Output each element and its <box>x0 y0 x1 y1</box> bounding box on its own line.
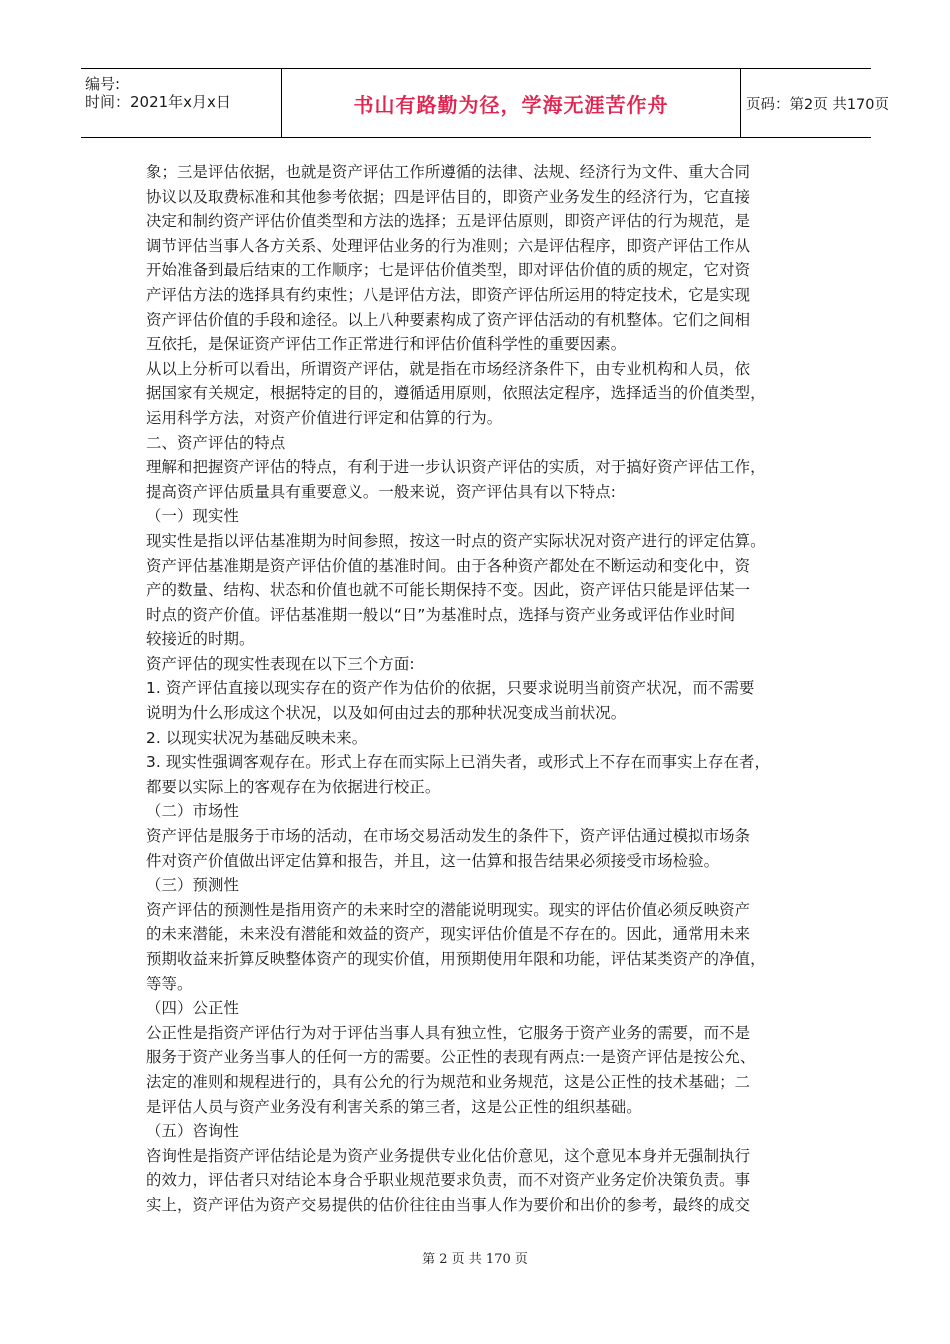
text-line: 提高资产评估质量具有重要意义。一般来说，资产评估具有以下特点: <box>146 482 617 501</box>
text-line: 预期收益来折算反映整体资产的现实价值，用预期使用年限和功能，评估某类资产的净值， <box>146 950 766 968</box>
text-line: 资产评估基准期是资产评估价值的基准时间。由于各种资产都处在不断运动和变化中，资 <box>146 556 751 575</box>
text-line: （一）现实性 <box>146 507 239 526</box>
text-line: 产评估方法的选择具有约束性；八是评估方法，即资产评估所运用的特定技术，它是实现 <box>146 285 751 304</box>
motto-text: 书山有路勤为径，学海无涯苦作舟 <box>353 92 669 117</box>
text-line: 3. 现实性强调客观存在。形式上存在而实际上已消失者，或形式上不存在而事实上存在者， <box>146 753 771 772</box>
text-line: 决定和制约资产评估价值类型和方法的选择；五是评估原则，即资产评估的行为规范，是 <box>146 212 751 231</box>
number-label: 编号: <box>85 75 121 93</box>
text-line: 象；三是评估依据，也就是资产评估工作所遵循的法律、法规、经济行为文件、重大合同 <box>146 163 751 181</box>
text-line: 资产评估价值的手段和途径。以上八种要素构成了资产评估活动的有机整体。它们之间相 <box>146 310 751 329</box>
text-line: 较接近的时期。 <box>146 630 255 649</box>
text-line: （四）公正性 <box>146 999 239 1018</box>
time-label: 时间：2021年x月x日 <box>85 93 231 111</box>
text-line: 调节评估当事人各方关系、处理评估业务的行为准则；六是评估程序，即资产评估工作从 <box>146 236 751 255</box>
header-left-cell <box>81 69 281 137</box>
page-info: 页码：第2页 共170页 <box>746 96 890 113</box>
text-line: 件对资产价值做出评定估算和报告，并且，这一估算和报告结果必须接受市场检验。 <box>146 851 720 870</box>
text-line: 协议以及取费标准和其他参考依据；四是评估目的，即资产业务发生的经济行为，它直接 <box>146 187 751 206</box>
text-line: 咨询性是指资产评估结论是为资产业务提供专业化估价意见，这个意见本身并无强制执行 <box>146 1146 751 1165</box>
text-line: 二、资产评估的特点 <box>146 433 286 452</box>
text-line: 说明为什么形成这个状况，以及如何由过去的那种状况变成当前状况。 <box>146 704 627 723</box>
text-line: 资产评估的现实性表现在以下三个方面: <box>146 654 415 673</box>
text-line: 运用科学方法，对资产价值进行评定和估算的行为。 <box>146 408 503 427</box>
text-line: 是评估人员与资产业务没有利害关系的第三者，这是公正性的组织基础。 <box>146 1097 642 1116</box>
text-line: 实上，资产评估为资产交易提供的估价往往由当事人作为要价和出价的参考，最终的成交 <box>146 1195 751 1214</box>
text-line: 开始准备到最后结束的工作顺序；七是评估价值类型，即对评估价值的质的规定，它对资 <box>146 261 751 280</box>
text-line: 资产评估是服务于市场的活动，在市场交易活动发生的条件下，资产评估通过模拟市场条 <box>146 827 751 846</box>
text-line: 的未来潜能，未来没有潜能和效益的资产，现实评估价值是不存在的。因此，通常用未来 <box>146 925 751 944</box>
text-line: 互依托，是保证资产评估工作正常进行和评估价值科学性的重要因素。 <box>146 335 627 354</box>
header-motto-cell <box>281 69 741 137</box>
text-line: （二）市场性 <box>146 802 239 821</box>
text-line: 时点的资产价值。评估基准期一般以“日”为基准时点，选择与资产业务或评估作业时间 <box>146 605 736 624</box>
text-line: 现实性是指以评估基准期为时间参照，按这一时点的资产实际状况对资产进行的评定估算。 <box>146 531 766 550</box>
text-line: 理解和把握资产评估的特点，有利于进一步认识资产评估的实质，对于搞好资产评估工作， <box>146 458 766 477</box>
text-line: 服务于资产业务当事人的任何一方的需要。公正性的表现有两点:一是资产评估是按公允、 <box>146 1048 756 1067</box>
text-line: 公正性是指资产评估行为对于评估当事人具有独立性，它服务于资产业务的需要，而不是 <box>146 1023 751 1042</box>
document-body <box>146 160 806 1218</box>
text-line: 法定的准则和规程进行的，具有公允的行为规范和业务规范，这是公正性的技术基础；二 <box>146 1072 751 1091</box>
header-page-cell <box>740 69 890 137</box>
page-header <box>81 68 890 138</box>
text-line: 资产评估的预测性是指用资产的未来时空的潜能说明现实。现实的评估价值必须反映资产 <box>146 900 751 919</box>
page-footer: 第 2 页 共 170 页 <box>422 1252 528 1267</box>
text-line: 产的数量、结构、状态和价值也就不可能长期保持不变。因此，资产评估只能是评估某一 <box>146 581 751 600</box>
text-line: （五）咨询性 <box>146 1122 239 1141</box>
text-line: 1. 资产评估直接以现实存在的资产作为估价的依据，只要求说明当前资产状况，而不需要 <box>146 679 755 698</box>
text-line: 从以上分析可以看出，所谓资产评估，就是指在市场经济条件下，由专业机构和人员，依 <box>146 359 751 378</box>
text-line: 等等。 <box>146 974 193 993</box>
text-line: 据国家有关规定，根据特定的目的，遵循适用原则，依照法定程序，选择适当的价值类型， <box>146 384 766 403</box>
text-line: 2. 以现实状况为基础反映未来。 <box>146 728 368 747</box>
text-line: 的效力，评估者只对结论本身合乎职业规范要求负责，而不对资产业务定价决策负责。事 <box>146 1171 751 1190</box>
text-line: 都要以实际上的客观存在为依据进行校正。 <box>146 777 441 796</box>
text-line: （三）预测性 <box>146 876 239 895</box>
